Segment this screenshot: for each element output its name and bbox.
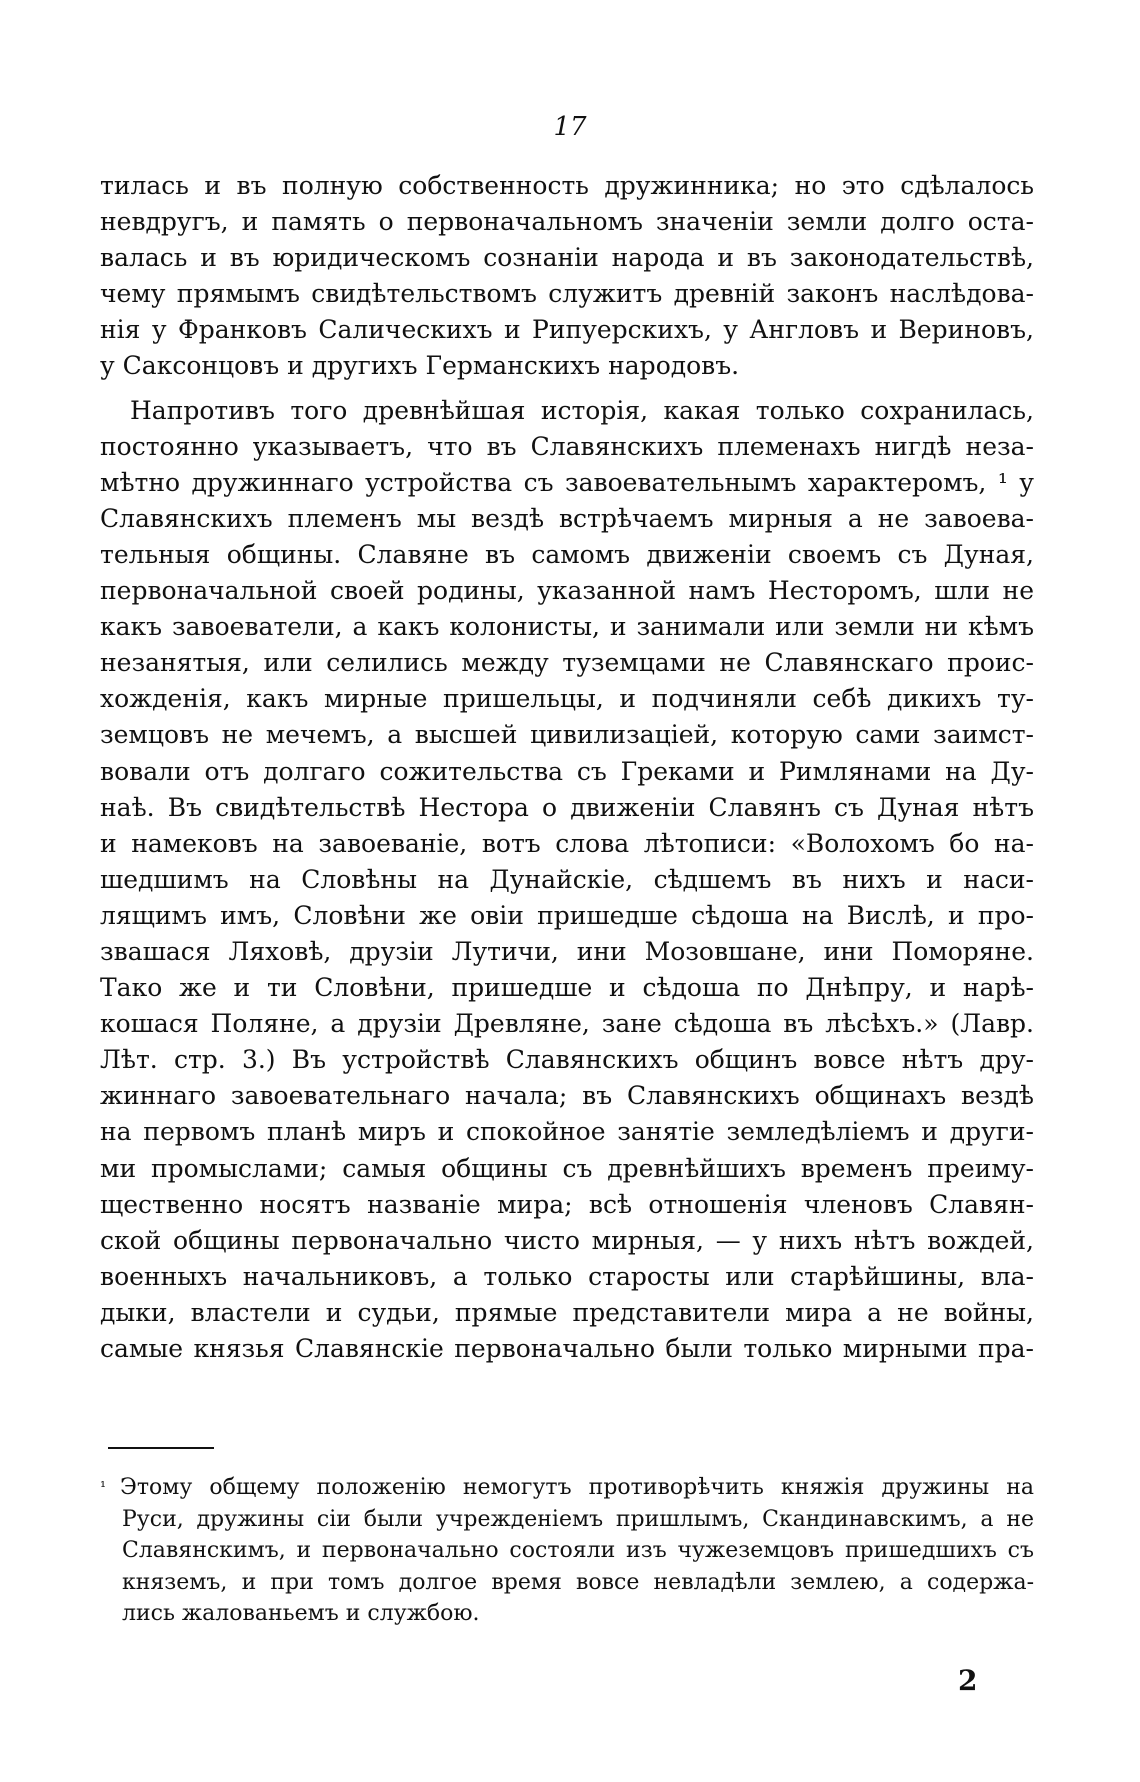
text-line: вовали отъ долгаго сожительства съ Греками и Римлянами на Ду- bbox=[100, 756, 1034, 786]
footnote bbox=[100, 1472, 1034, 1630]
text-line: дыки, властели и судьи, прямые представители мира а не войны, bbox=[100, 1297, 1034, 1327]
text-line: Тако же и ти Словѣни, пришедше и сѣдоша по Днѣпру, и нарѣ- bbox=[100, 973, 1034, 1003]
text-line: Лѣт. стр. 3.) Въ устройствѣ Славянскихъ общинъ вовсе нѣтъ дру- bbox=[100, 1045, 1034, 1075]
text-line: звашася Ляховѣ, друзіи Лутичи, ини Мозовшане, ини Поморяне. bbox=[100, 936, 1034, 966]
text-line: лящимъ имъ, Словѣни же овіи пришедше сѣдоша на Вислѣ, и про- bbox=[100, 900, 1034, 930]
text-line: невдругъ, и память о первоначальномъ значеніи земли долго оста- bbox=[100, 207, 1034, 237]
footnote-line bbox=[100, 1472, 1034, 1504]
footnote-marker: ¹ bbox=[100, 1478, 107, 1496]
text-line: жиннаго завоевательнаго начала; въ Славянскихъ общинахъ вездѣ bbox=[100, 1081, 1034, 1111]
text-line: первоначальной своей родины, указанной намъ Несторомъ, шли не bbox=[100, 576, 1034, 606]
text-line: незанятыя, или селились между туземцами не Славянскаго проис- bbox=[100, 648, 1034, 678]
text-line: наѣ. Въ свидѣтельствѣ Нестора о движеніи Славянъ съ Дуная нѣтъ bbox=[100, 792, 1034, 822]
text-line: Напротивъ того древнѣйшая исторія, какая только сохранилась, bbox=[130, 395, 1034, 425]
paragraph bbox=[100, 393, 1034, 1368]
text-line: ской общины первоначально чисто мирныя, — у нихъ нѣтъ вождей, bbox=[100, 1225, 1034, 1255]
footnote-line: Руси, дружины сіи были учрежденіемъ пришлымъ, Скандинавскимъ, а не bbox=[122, 1506, 1034, 1532]
footnote-text: Этому общему положенію немогутъ противорѣчить княжія дружины на bbox=[120, 1475, 1034, 1500]
text-line: нія у Франковъ Салическихъ и Рипуерскихъ, у Англовъ и Вериновъ, bbox=[100, 315, 1034, 345]
text-line: чему прямымъ свидѣтельствомъ служитъ древній законъ наслѣдова- bbox=[100, 279, 1034, 309]
text-line: ми промыслами; самыя общины съ древнѣйшихъ временъ преиму- bbox=[100, 1153, 1034, 1183]
text-line: щественно носятъ названіе мира; всѣ отношенія членовъ Славян- bbox=[100, 1189, 1034, 1219]
footnote-line: княземъ, и при томъ долгое время вовсе невладѣли землею, а содержа- bbox=[122, 1569, 1034, 1595]
text-line: на первомъ планѣ миръ и спокойное занятіе земледѣліемъ и други- bbox=[100, 1117, 1034, 1147]
text-line: какъ завоеватели, а какъ колонисты, и занимали или земли ни кѣмъ bbox=[100, 612, 1034, 642]
text-line: шедшимъ на Словѣны на Дунайскіе, сѣдшемъ въ нихъ и наси- bbox=[100, 864, 1034, 894]
text-line: и намековъ на завоеваніе, вотъ слова лѣтописи: «Волохомъ бо на- bbox=[100, 828, 1034, 858]
text-line: тилась и въ полную собственность дружинника; но это сдѣлалось bbox=[100, 171, 1034, 200]
signature-mark: 2 bbox=[958, 1664, 978, 1697]
text-line: самые князья Славянскіе первоначально были только мирными пра- bbox=[100, 1334, 1034, 1363]
text-line: тельныя общины. Славяне въ самомъ движеніи своемъ съ Дуная, bbox=[100, 539, 1034, 569]
text-line: Славянскихъ племенъ мы вездѣ встрѣчаемъ мирныя а не завоева- bbox=[100, 503, 1034, 533]
text-line: военныхъ начальниковъ, а только старосты или старѣйшины, вла- bbox=[100, 1261, 1034, 1291]
text-line: земцовъ не мечемъ, а высшей цивилизаціей, которую сами заимст- bbox=[100, 720, 1034, 750]
text-line: валась и въ юридическомъ сознаніи народа и въ законодательствѣ, bbox=[100, 243, 1034, 273]
text-line: хожденія, какъ мирные пришельцы, и подчиняли себѣ дикихъ ту- bbox=[100, 684, 1034, 714]
text-line: у Саксонцовъ и другихъ Германскихъ народовъ. bbox=[100, 351, 740, 381]
text-line: постоянно указываетъ, что въ Славянскихъ племенахъ нигдѣ неза- bbox=[100, 431, 1034, 461]
main-text bbox=[100, 168, 1034, 1367]
page-number: 17 bbox=[553, 112, 587, 142]
text-line: мѣтно дружиннаго устройства съ завоевательнымъ характеромъ, ¹ у bbox=[100, 467, 1034, 497]
footnote-line: лись жалованьемъ и службою. bbox=[122, 1601, 480, 1626]
text-line: кошася Поляне, а друзіи Древляне, зане сѣдоша въ лѣсѣхъ.» (Лавр. bbox=[100, 1009, 1034, 1039]
footnote-line: Славянскимъ, и первоначально состояли изъ чужеземцовъ пришедшихъ съ bbox=[122, 1538, 1034, 1563]
paragraph bbox=[100, 168, 1034, 385]
footnote-divider bbox=[108, 1447, 214, 1449]
